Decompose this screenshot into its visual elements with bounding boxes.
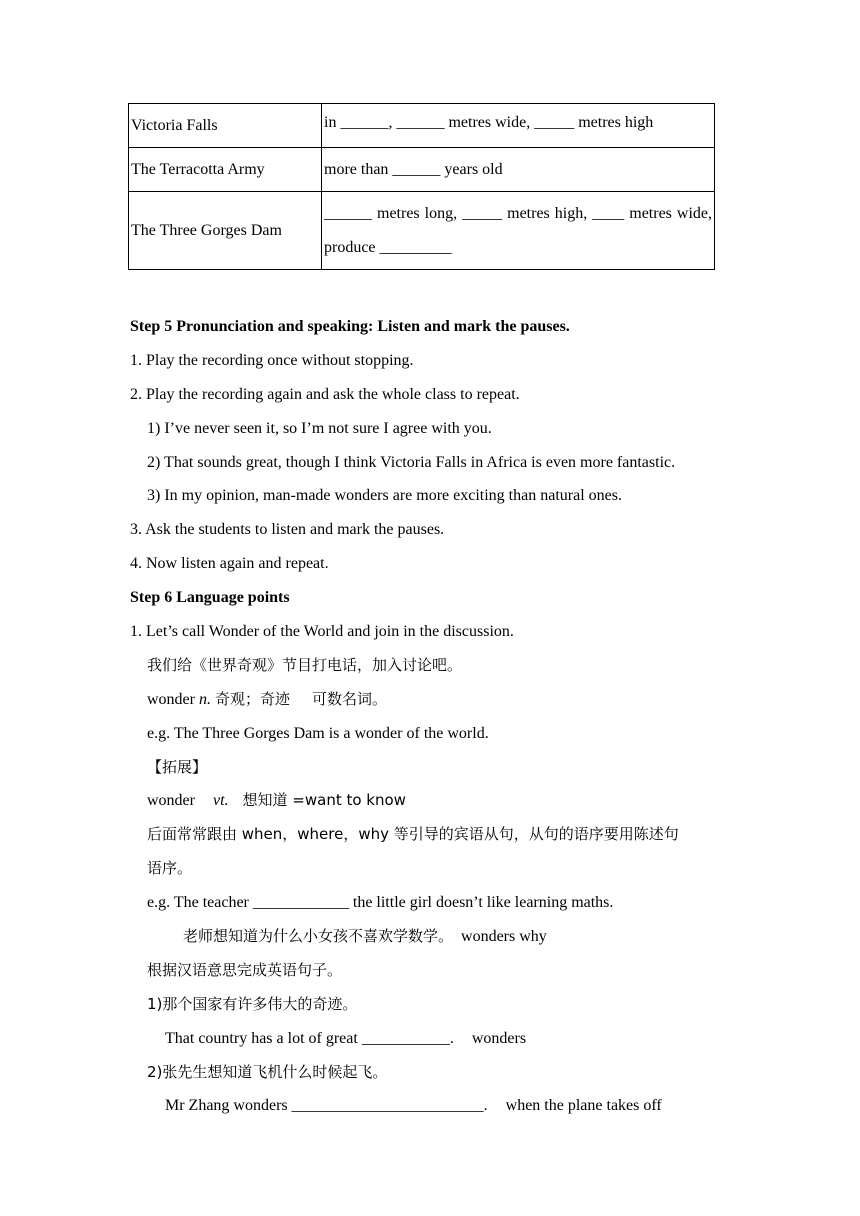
wonder-fact-cell: in ______, ______ metres wide, _____ metres high <box>322 104 715 148</box>
wonder-fact-cell: more than ______ years old <box>322 148 715 192</box>
list-item: 4. Now listen again and repeat. <box>130 555 329 573</box>
exercise-instruction: 根据汉语意思完成英语句子。 <box>147 960 343 979</box>
wonder-fact-cell: ______ metres long, _____ metres high, ____ metres wide, produce _________ <box>322 192 715 270</box>
example-translation: 老师想知道为什么小女孩不喜欢学数学。 wonders why <box>183 927 547 946</box>
answer: wonders <box>471 1029 527 1047</box>
part-of-speech: vt. <box>212 792 229 810</box>
word: wonder <box>147 792 195 810</box>
exercise-prompt: 2)张先生想知道飞机什么时候起飞。 <box>147 1062 388 1081</box>
definition-noun <box>130 683 740 717</box>
table-row <box>129 192 715 270</box>
step6-heading: Step 6 Language points <box>130 589 290 607</box>
table-row <box>129 104 715 148</box>
list-item: 3) In my opinion, man-made wonders are more exciting than natural ones. <box>147 487 622 505</box>
table-row <box>129 148 715 192</box>
wonder-name-cell: The Three Gorges Dam <box>129 192 322 270</box>
exercise-sentence: Mr Zhang wonders ________________________. when the plane takes off <box>165 1097 662 1115</box>
list-item: 1. Play the recording once without stopping. <box>130 351 414 369</box>
exercise-sentence: That country has a lot of great ___________. wonders <box>165 1029 527 1047</box>
extension-label: 【拓展】 <box>147 757 208 776</box>
translation: 我们给《世界奇观》节目打电话，加入讨论吧。 <box>147 655 463 674</box>
grammar-note: 语序。 <box>147 859 193 878</box>
wonders-table <box>128 103 715 270</box>
answer: wonders why <box>461 928 547 946</box>
exercise-prompt: 1)那个国家有许多伟大的奇迹。 <box>147 994 358 1013</box>
lesson-content <box>130 310 740 1123</box>
definition-verb <box>130 784 740 818</box>
wonder-name-cell: Victoria Falls <box>129 104 322 148</box>
example-sentence: e.g. The Three Gorges Dam is a wonder of the world. <box>147 724 489 742</box>
step5-heading: Step 5 Pronunciation and speaking: Listen and mark the pauses. <box>130 318 570 335</box>
example-sentence: e.g. The teacher ____________ the little girl doesn’t like learning maths. <box>147 894 614 912</box>
language-point: 1. Let’s call Wonder of the World and join in the discussion. <box>130 623 514 641</box>
note: 可数名词。 <box>312 689 388 708</box>
answer: when the plane takes off <box>505 1097 662 1115</box>
word: wonder <box>147 690 195 708</box>
part-of-speech: n. <box>198 690 211 708</box>
meaning: 奇观；奇迹 <box>214 689 290 708</box>
list-item: 3. Ask the students to listen and mark the pauses. <box>130 521 445 539</box>
list-item: 2. Play the recording again and ask the whole class to repeat. <box>130 385 520 403</box>
meaning: 想知道 =want to know <box>242 791 406 810</box>
list-item: 1) I’ve never seen it, so I’m not sure I agree with you. <box>147 419 492 437</box>
grammar-note: 后面常常跟由 when，where，why 等引导的宾语从句，从句的语序要用陈述句 <box>147 825 679 844</box>
list-item: 2) That sounds great, though I think Victoria Falls in Africa is even more fantastic. <box>147 453 676 471</box>
wonder-name-cell: The Terracotta Army <box>129 148 322 192</box>
